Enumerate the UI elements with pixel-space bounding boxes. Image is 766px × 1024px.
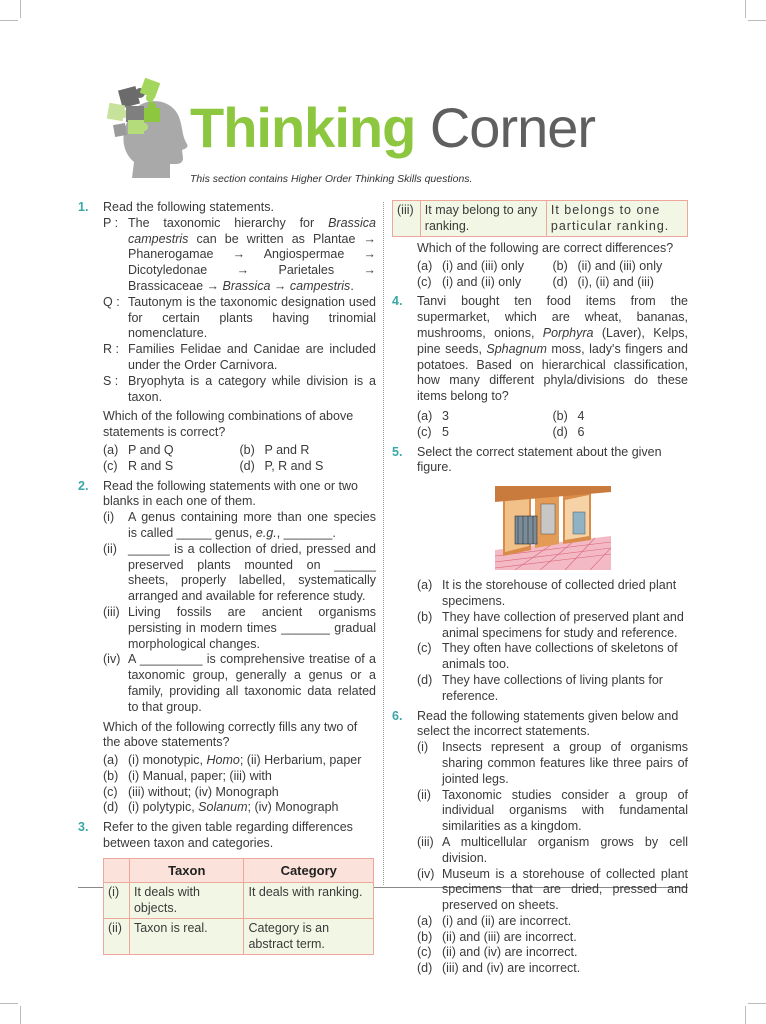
table-row: (i) It deals with objects. It deals with ranking. bbox=[104, 883, 374, 919]
statement-iv: (iv) Museum is a storehouse of collected plant specimens that are dried, pressed and preserved on sheets. bbox=[417, 866, 688, 913]
left-column bbox=[78, 200, 376, 959]
option-b[interactable]: (b) (i) Manual, paper; (iii) with bbox=[103, 768, 272, 783]
page-subtitle: This section contains Higher Order Thinking Skills questions. bbox=[190, 173, 473, 185]
table-row: (iii) It may belong to any ranking. It belongs to one particular ranking. bbox=[393, 201, 688, 237]
options bbox=[417, 409, 688, 441]
blank-statement-iv: (iv) A _________ is comprehensive treatise of a taxonomic group, generally a genus or a family, providing all taxonomic data related to that group. bbox=[103, 652, 376, 714]
question-stem: Tanvi bought ten food items from the supermarket, which are wheat, bananas, mushrooms, onions, Porphyra (Laver), Kelps, pine seeds, Sphagnum moss, lady's fingers and potatoes. Based on hierarchical classification, how many different phyla/divisions do these items belong to? bbox=[417, 294, 688, 404]
option-d[interactable]: (d) P, R and S bbox=[239, 458, 324, 473]
taxon-category-table bbox=[103, 858, 374, 956]
statement-s: S : Bryophyta is a category while division is a taxon. bbox=[103, 373, 376, 404]
options bbox=[103, 753, 376, 816]
museum-figure bbox=[495, 486, 611, 570]
thinking-head-puzzle-icon bbox=[104, 78, 192, 182]
question-5 bbox=[392, 445, 688, 705]
question-number: 4. bbox=[392, 294, 403, 309]
question-number: 1. bbox=[78, 200, 89, 214]
option-d[interactable]: (d) (i), (ii) and (iii) bbox=[552, 274, 654, 289]
options bbox=[417, 914, 688, 977]
blank-statement-iii: (iii) Living fossils are ancient organisms persisting in modern times _______ gradual morphological changes. bbox=[103, 604, 376, 651]
question-prompt: Which of the following correctly fills any two of the above statements? bbox=[103, 719, 358, 750]
question-stem: Read the following statements given below and select the incorrect statements. bbox=[417, 708, 679, 739]
blank-statement-i: (i) A genus containing more than one species is called _____ genus, e.g., _______. bbox=[103, 510, 376, 540]
option-b[interactable]: (b) P and R bbox=[239, 442, 310, 457]
option-c[interactable]: (c) (i) and (ii) only bbox=[417, 274, 522, 289]
question-number: 5. bbox=[392, 444, 403, 459]
option-a[interactable]: (a) (i) and (ii) are incorrect. bbox=[417, 913, 572, 928]
option-c[interactable]: (c) (iii) without; (iv) Monograph bbox=[103, 784, 279, 799]
question-4 bbox=[392, 294, 688, 440]
right-column bbox=[392, 200, 688, 981]
question-number: 2. bbox=[78, 478, 89, 493]
title-part2: Corner bbox=[429, 96, 596, 159]
option-a[interactable]: (a) 3 bbox=[417, 408, 449, 423]
options bbox=[417, 259, 688, 291]
col-header-taxon: Taxon bbox=[129, 858, 244, 883]
question-3-continued bbox=[392, 241, 688, 290]
option-c[interactable]: (c) They often have collections of skeletons of animals too. bbox=[417, 641, 678, 672]
option-d[interactable]: (d) They have collections of living plants for reference. bbox=[417, 672, 663, 703]
page-title bbox=[190, 96, 595, 160]
option-a[interactable]: (a) (i) monotypic, Homo; (ii) Herbarium, paper bbox=[103, 753, 362, 768]
option-c[interactable]: (c) 5 bbox=[417, 424, 449, 439]
statement-i: (i) Insects represent a group of organisms sharing common features like three pairs of jointed legs. bbox=[417, 740, 688, 786]
option-d[interactable]: (d) 6 bbox=[552, 424, 585, 439]
option-d[interactable]: (d) (i) polytypic, Solanum; (iv) Monograph bbox=[103, 800, 339, 815]
option-d[interactable]: (d) (iii) and (iv) are incorrect. bbox=[417, 961, 581, 976]
options bbox=[103, 443, 376, 475]
option-b[interactable]: (b) 4 bbox=[552, 408, 585, 423]
question-prompt: Which of the following are correct differences? bbox=[417, 241, 674, 255]
question-stem: Select the correct statement about the given figure. bbox=[417, 444, 662, 475]
question-1 bbox=[78, 200, 376, 475]
options bbox=[417, 578, 688, 704]
statement-p: P : The taxonomic hierarchy for Brassica campestris can be written as Plantae → Phanerogamae → Angiospermae → Dicotyledonae → Parietales → Brassicaceae → Brassica → campestris. bbox=[103, 215, 376, 293]
statement-ii: (ii) Taxonomic studies consider a group of individual organisms with fundamental similarities as a kingdom. bbox=[417, 787, 688, 834]
statement-iii: (iii) A multicellular organism grows by cell division. bbox=[417, 834, 688, 865]
option-a[interactable]: (a) P and Q bbox=[103, 442, 174, 457]
question-number: 3. bbox=[78, 820, 89, 835]
column-divider bbox=[383, 202, 384, 885]
table-row: (ii) Taxon is real. Category is an abstract term. bbox=[104, 919, 374, 955]
blank-statement-ii: (ii) ______ is a collection of dried, pressed and preserved plants mounted on ______ sheets, properly labelled, systematically arranged and available for reference study. bbox=[103, 541, 376, 604]
option-c[interactable]: (c) R and S bbox=[103, 458, 174, 473]
option-b[interactable]: (b) They have collection of preserved plant and animal specimens for study and reference. bbox=[417, 609, 684, 640]
taxon-category-table-continued bbox=[392, 200, 688, 237]
option-a[interactable]: (a) (i) and (iii) only bbox=[417, 258, 524, 273]
option-b[interactable]: (b) (ii) and (iii) are incorrect. bbox=[417, 929, 577, 944]
question-stem: Read the following statements. bbox=[103, 200, 274, 214]
question-2 bbox=[78, 479, 376, 817]
question-number: 6. bbox=[392, 708, 403, 723]
statement-q: Q : Tautonym is the taxonomic designation used for certain plants having trinomial nomenclature. bbox=[103, 294, 376, 341]
col-header-category: Category bbox=[244, 858, 374, 883]
statement-r: R : Families Felidae and Canidae are included under the Order Carnivora. bbox=[103, 342, 376, 372]
title-part1: Thinking bbox=[190, 96, 416, 159]
question-6 bbox=[392, 709, 688, 978]
question-prompt: Which of the following combinations of above statements is correct? bbox=[103, 409, 354, 440]
question-stem: Refer to the given table regarding differences between taxon and categories. bbox=[103, 820, 353, 851]
question-stem: Read the following statements with one or two blanks in each one of them. bbox=[103, 478, 358, 509]
option-b[interactable]: (b) (ii) and (iii) only bbox=[552, 258, 663, 273]
option-c[interactable]: (c) (ii) and (iv) are incorrect. bbox=[417, 945, 578, 960]
option-a[interactable]: (a) It is the storehouse of collected dried plant specimens. bbox=[417, 578, 677, 608]
question-3 bbox=[78, 820, 376, 955]
